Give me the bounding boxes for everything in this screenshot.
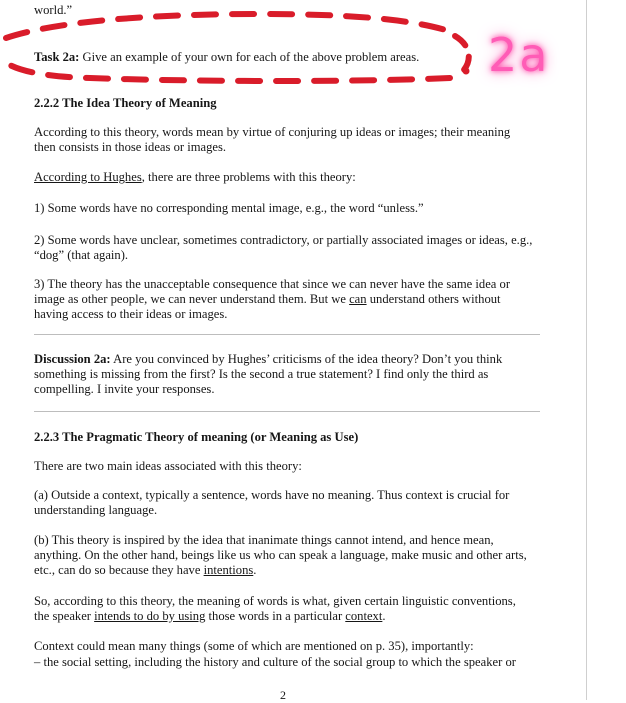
context-social: – the social setting, including the history and culture of the social group to which the speaker or (34, 655, 516, 669)
page-number: 2 (280, 688, 286, 702)
task-label: Task 2a: (34, 50, 80, 64)
idea-b: (b) This theory is inspired by the idea that inanimate things cannot intend, and hence mean, anything. On the other hand, beings like us who can speak a language, make music and other arts, etc., can do so because they have intentions. (34, 533, 527, 577)
hughes-link: According to Hughes (34, 170, 142, 184)
so-paragraph: So, according to this theory, the meaning of words is what, given certain linguistic conventions, the speaker intends to do by using those words in a particular context. (34, 594, 516, 623)
heading-223: 2.2.3 The Pragmatic Theory of meaning (or Meaning as Use) (34, 430, 359, 444)
task-2a (34, 50, 464, 65)
dashed-outline-dot (463, 68, 470, 75)
divider (34, 334, 540, 335)
problem-2: 2) Some words have unclear, sometimes contradictory, or partially associated images or ideas, e.g., “dog” (that again). (34, 233, 533, 262)
problem-1: 1) Some words have no corresponding mental image, e.g., the word “unless.” (34, 201, 424, 215)
heading-222: 2.2.2 The Idea Theory of Meaning (34, 96, 217, 110)
pragmatic-intro: There are two main ideas associated with this theory: (34, 459, 302, 473)
context-line: Context could mean many things (some of which are mentioned on p. 35), importantly: (34, 639, 474, 653)
dashed-outline-top (6, 14, 452, 38)
hughes-intro: According to Hughes, there are three problems with this theory: (34, 170, 356, 184)
idea-a: (a) Outside a context, typically a sentence, words have no meaning. Thus context is crucial for understanding language. (34, 488, 510, 517)
dashed-outline-bottom (8, 64, 450, 81)
top-fragment: world.” (34, 3, 73, 17)
task-text: Give an example of your own for each of the above problem areas. (79, 50, 420, 64)
annotation-2a: 2a (488, 28, 550, 82)
idea-theory-intro: According to this theory, words mean by virtue of conjuring up ideas or images; their meaning then consists in those ideas or images. (34, 125, 511, 154)
divider (34, 411, 540, 412)
discussion-label: Discussion 2a: (34, 352, 111, 366)
discussion-2a: Discussion 2a: Are you convinced by Hughes’ criticisms of the idea theory? Don’t you think something is missing from the first? Is the second a true statement? I find only the third as compelling. I invite your responses. (34, 352, 503, 396)
problem-3: 3) The theory has the unacceptable consequence that since we can never have the same idea or image as other people, we can never understand them. But we can understand others without having access to their ideas or images. (34, 277, 511, 321)
